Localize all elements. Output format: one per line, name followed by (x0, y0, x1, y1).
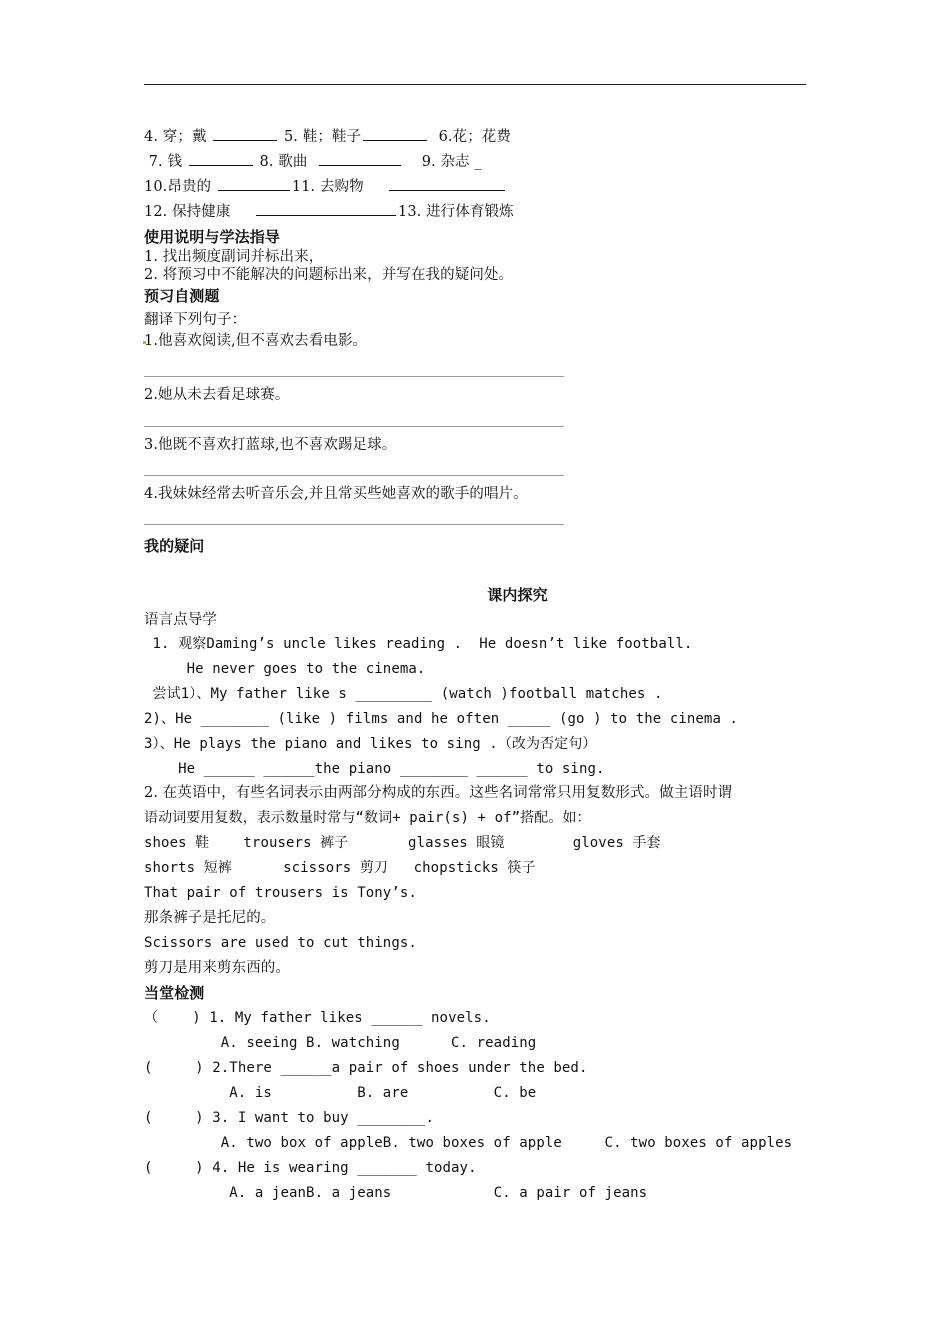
try-3-answer: He ______ ______the piano ________ ______ to sing. (144, 761, 605, 777)
blank (319, 151, 401, 166)
quiz-q3-options: A. two box of appleB. two boxes of apple C. two boxes of apples (144, 1135, 793, 1151)
plural-nouns-2: shorts 短裤 scissors 剪刀 chopsticks 筷子 (144, 860, 536, 876)
try-1: 尝试1）、My father like s _________ (watch )football matches . (144, 686, 663, 702)
vocab-row-2 (144, 151, 482, 173)
quiz-q4: ( ) 4. He is wearing _______ today. (144, 1160, 477, 1176)
quiz-q1-options: A. seeing B. watching C. reading (144, 1035, 537, 1051)
selftest-q3: 3.他既不喜欢打蓝球,也不喜欢踢足球。 (144, 437, 397, 453)
point2-line2: 语动词要用复数，表示数量时常与“数词+ pair(s) + of”搭配。如： (144, 810, 591, 826)
selftest-heading: 预习自测题 (144, 287, 220, 305)
selftest-q2: 2.她从未去看足球赛。 (144, 387, 290, 403)
vocab-item-4: 4. 穿；戴 (144, 129, 207, 145)
vocab-row-4 (144, 201, 514, 223)
quiz-q3: ( ) 3. I want to buy ________. (144, 1110, 434, 1126)
vocab-item-9: 9. 杂志 _ (421, 154, 482, 170)
selftest-q4: 4.我妹妹经常去听音乐会,并且常买些她喜欢的歌手的唱片。 (144, 486, 528, 502)
vocab-row-1 (144, 126, 511, 148)
point1-line2: He never goes to the cinema. (144, 661, 426, 677)
selftest-q1: 1.他喜欢阅读,但不喜欢去看电影。 (144, 333, 368, 349)
blank (256, 201, 396, 216)
plural-nouns-1: shoes 鞋 trousers 裤子 glasses 眼镜 gloves 手套 (144, 835, 661, 851)
my-questions-heading: 我的疑问 (144, 537, 205, 555)
quiz-q2: ( ) 2.There ______a pair of shoes under the bed. (144, 1060, 588, 1076)
blank (213, 126, 277, 141)
example-1-en: That pair of trousers is Tony’s. (144, 885, 417, 901)
answer-line (144, 475, 564, 476)
answer-line (144, 426, 564, 427)
vocab-item-10: 10.昂贵的 (144, 179, 212, 195)
vocab-item-11: 11. 去购物 (291, 179, 364, 195)
blank (218, 176, 290, 191)
quiz-heading: 当堂检测 (144, 984, 205, 1002)
guide-step-2: 2. 将预习中不能解决的问题标出来，并写在我的疑问处。 (144, 267, 514, 283)
selftest-instruction: 翻译下列句子： (144, 312, 247, 328)
vocab-row-3 (144, 176, 507, 198)
guide-heading: 使用说明与学法指导 (144, 228, 280, 246)
answer-line (144, 524, 564, 525)
vocab-item-12: 12. 保持健康 (144, 204, 231, 220)
blank (189, 151, 253, 166)
inclass-subtitle: 语言点导学 (144, 612, 217, 628)
try-3: 3）、He plays the piano and likes to sing .（改为否定句） (144, 736, 597, 752)
vocab-item-6: 6.花；花费 (438, 129, 511, 145)
vocab-item-8: 8. 歌曲 (259, 154, 308, 170)
vocab-item-13: 13. 进行体育锻炼 (398, 204, 514, 220)
quiz-q1: （ ) 1. My father likes ______ novels. (144, 1010, 491, 1026)
blank (389, 176, 505, 191)
guide-step-1: 1. 找出频度副词并标出来， (144, 249, 324, 265)
example-2-cn: 剪刀是用来剪东西的。 (144, 960, 290, 976)
vocab-item-5: 5. 鞋；鞋子 (283, 129, 362, 145)
quiz-q4-options: A. a jeanB. a jeans C. a pair of jeans (144, 1185, 648, 1201)
example-1-cn: 那条裤子是托尼的。 (144, 910, 276, 926)
point1-line1: 1. 观察Daming’s uncle likes reading . He doesn’t like football. (144, 636, 693, 652)
quiz-q2-options: A. is B. are C. be (144, 1085, 537, 1101)
try-2: 2)、He ________ (like ) films and he often _____ (go ) to the cinema . (144, 711, 739, 727)
answer-line (144, 376, 564, 377)
inclass-title: 课内探究 (487, 586, 548, 604)
example-2-en: Scissors are used to cut things. (144, 935, 417, 951)
blank (363, 126, 427, 141)
header-rule (144, 84, 806, 85)
point2-line1: 2. 在英语中，有些名词表示由两部分构成的东西。这些名词常常只用复数形式。做主语时谓 (144, 785, 733, 801)
vocab-item-7: 7. 钱 (148, 154, 183, 170)
